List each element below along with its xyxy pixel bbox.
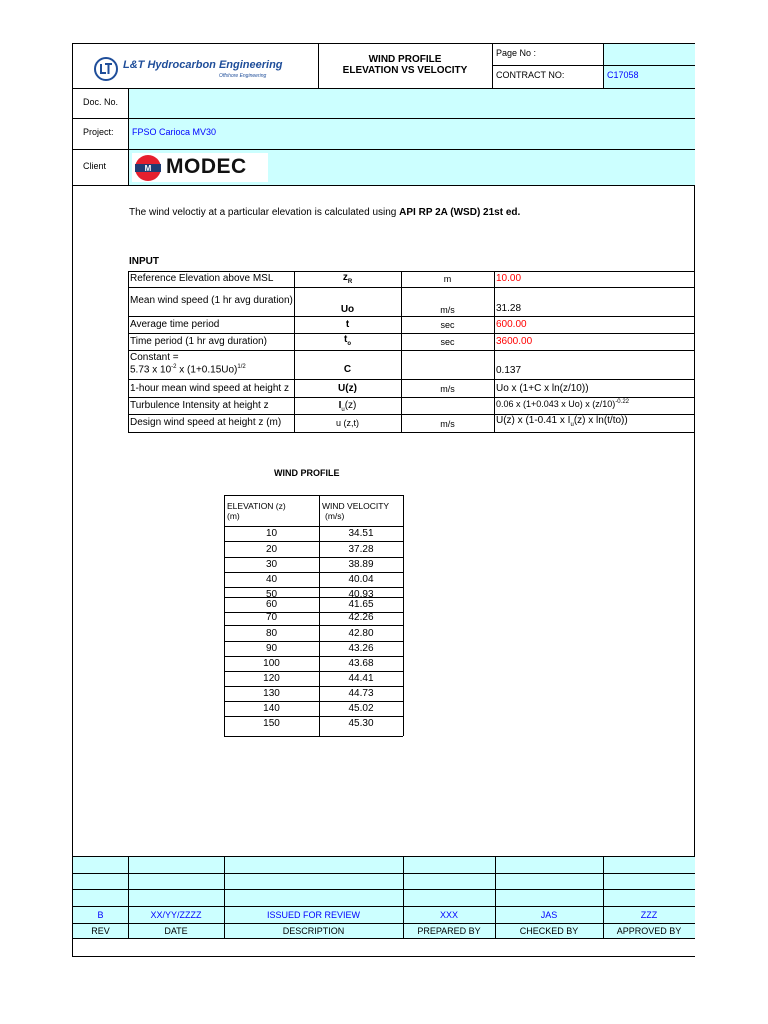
page-no-label: Page No : [496, 48, 537, 58]
doc-no-label: Doc. No. [83, 97, 119, 107]
profile-elevation-cell: 120 [263, 673, 280, 684]
input-desc-ref-elevation: Reference Elevation above MSL [130, 273, 274, 284]
wind-profile-table [224, 495, 403, 736]
contract-no-value: C17058 [604, 66, 695, 88]
input-value-6: 0.06 x (1+0.043 x Uo) x $(z/10)^{-0.22}$ [496, 399, 629, 409]
profile-velocity-cell: 37.28 [348, 544, 374, 555]
company-name: L&T Hydrocarbon Engineering [123, 59, 283, 71]
input-desc-time-period: Time period (1 hr avg duration) [130, 336, 267, 347]
modec-logo [132, 153, 268, 182]
input-desc-constant: Constant = [130, 352, 179, 363]
input-value-1: 31.28 [496, 303, 522, 314]
profile-elevation-cell: 50 [265, 589, 278, 600]
client-label: Client [83, 161, 107, 171]
input-unit-7: m/s [440, 419, 455, 429]
rev-approved-value: ZZZ [640, 910, 658, 920]
modec-logo-icon [134, 154, 162, 182]
profile-velocity-cell: 44.73 [348, 688, 374, 699]
modec-logo-mark: M [144, 164, 152, 173]
profile-velocity-cell: 41.65 [348, 599, 374, 610]
profile-elevation-cell: 70 [265, 612, 278, 623]
input-value-7: U(z) x (1-0.41 x $I_u(z)$ x ln(t/to)) [496, 415, 628, 428]
input-table [128, 271, 695, 432]
profile-elevation-cell: 150 [263, 718, 280, 729]
revision-block [73, 856, 695, 957]
profile-velocity-cell: 43.26 [348, 643, 374, 654]
input-sym-c: C [343, 364, 352, 375]
input-desc-design-speed: Design wind speed at height z (m) [130, 417, 282, 428]
profile-velocity-cell: 40.93 [348, 589, 374, 600]
input-sym-t: t [345, 319, 350, 330]
date-header: DATE [164, 926, 188, 936]
company-logo [93, 54, 293, 84]
input-unit-2: sec [440, 320, 455, 330]
description-header: DESCRIPTION [282, 926, 345, 936]
lt-logo-icon [93, 56, 119, 82]
profile-velocity-cell: 45.02 [348, 703, 374, 714]
profile-velocity-cell: 40.04 [348, 574, 374, 585]
input-sym-uzt: u (z,t) [335, 418, 359, 428]
rev-date-value: XX/YY/ZZZZ [150, 910, 202, 920]
input-value-5: Uo x (1+C x ln(z/10)) [496, 383, 589, 394]
profile-elevation-cell: 100 [263, 658, 280, 669]
input-value-0: 10.00 [496, 273, 522, 284]
doc-no-value [129, 89, 695, 118]
input-sym-uo: Uo [340, 304, 355, 315]
profile-velocity-cell: 43.68 [348, 658, 374, 669]
input-sym-uz: U(z) [338, 383, 357, 394]
profile-elevation-cell: 60 [265, 599, 278, 610]
contract-no-label: CONTRACT NO: [496, 70, 565, 80]
profile-velocity-cell: 38.89 [348, 559, 374, 570]
profile-velocity-cell: 34.51 [348, 528, 374, 539]
input-value-2: 600.00 [496, 319, 527, 330]
input-heading: INPUT [129, 256, 159, 267]
profile-elevation-cell: 10 [265, 528, 278, 539]
input-value-3: 3600.00 [496, 336, 533, 347]
input-desc-1hr-speed: 1-hour mean wind speed at height z [130, 383, 289, 394]
input-desc-avg-time: Average time period [130, 319, 220, 330]
rev-value: B [97, 910, 104, 920]
profile-elevation-cell: 90 [265, 643, 278, 654]
input-sym-iu: $I_u(z)$ [338, 400, 357, 413]
input-desc-turbulence: Turbulence Intensity at height z [130, 400, 269, 411]
input-unit-5: m/s [440, 384, 455, 394]
rev-checked-value: JAS [540, 910, 558, 920]
checked-by-header: CHECKED BY [519, 926, 579, 936]
profile-velocity-cell: 45.30 [348, 718, 374, 729]
profile-elevation-cell: 140 [263, 703, 280, 714]
profile-elevation-cell: 20 [265, 544, 278, 555]
profile-elevation-cell: 30 [265, 559, 278, 570]
input-sym-zr: $z_R$ [342, 272, 353, 285]
doc-title-line2: ELEVATION VS VELOCITY [342, 65, 468, 76]
document-sheet [72, 43, 695, 957]
intro-text: The wind veloctiy at a particular elevation is calculated using API RP 2A (WSD) 21st ed. [129, 207, 521, 218]
profile-velocity-cell: 42.26 [348, 612, 374, 623]
input-unit-0: m [443, 274, 452, 284]
input-sym-to: $t_o$ [343, 334, 351, 347]
rev-header: REV [91, 926, 110, 936]
col-velocity-header: WIND VELOCITY (m/s) [322, 501, 390, 521]
project-value: FPSO Carioca MV30 [129, 119, 695, 149]
client-value [129, 150, 695, 185]
company-subtitle: Offshore Engineering [219, 73, 267, 79]
input-desc-mean-wind: Mean wind speed (1 hr avg duration) [130, 295, 293, 306]
page-no-value [604, 44, 695, 65]
prepared-by-header: PREPARED BY [417, 926, 481, 936]
input-value-4: 0.137 [496, 365, 522, 376]
rev-prepared-value: XXX [439, 910, 458, 920]
rev-description-value: ISSUED FOR REVIEW [266, 910, 360, 920]
doc-title-line1: WIND PROFILE [368, 54, 442, 65]
profile-velocity-cell: 44.41 [348, 673, 374, 684]
profile-elevation-cell: 40 [265, 574, 278, 585]
approved-by-header: APPROVED BY [616, 926, 682, 936]
profile-velocity-cell: 42.80 [348, 628, 374, 639]
modec-logo-text: MODEC [166, 155, 247, 178]
profile-elevation-cell: 130 [263, 688, 280, 699]
wind-profile-title: WIND PROFILE [274, 468, 340, 478]
profile-elevation-cell: 80 [265, 628, 278, 639]
input-unit-3: sec [440, 337, 455, 347]
col-elevation-header: ELEVATION (z) (m) [227, 501, 286, 521]
input-desc-constant-formula: 5.73 x $10^{-2}$ x $(1+0.15Uo)^{1/2}$ [130, 364, 246, 376]
input-unit-1: m/s [440, 305, 455, 315]
project-label: Project: [83, 127, 114, 137]
